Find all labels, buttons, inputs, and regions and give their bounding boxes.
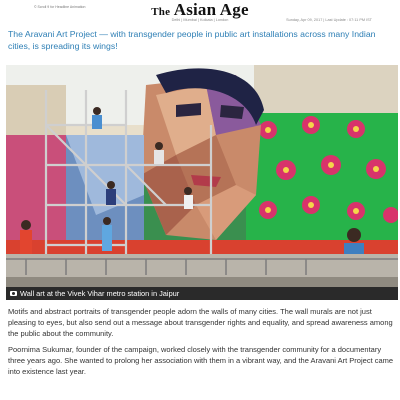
publish-date: Sunday, Apr 09, 2017 [286,18,323,22]
camera-icon [10,291,17,296]
article-lead: The Aravani Art Project — with transgender people in public art installations across many Indian cities, is spreading its wings! [8,29,376,51]
photo-caption [6,287,398,300]
masthead [0,0,400,24]
article-paragraph-1: Motifs and abstract portraits of transgender people adorn the walls of many cities. The wall murals are not just pleasing to eyes, but also send out a message about transgender rights and equality, and spread awareness among the public about the community. [8,307,393,339]
caption-text: Wall art at the Vivek Vihar metro station in Jaipur [20,289,180,298]
last-update: Last Update : 07:11 PM IST [325,18,372,22]
animation-note: © Scroll 9 for Headline Animation [34,5,86,9]
dateline-separator: | [323,18,326,22]
article-paragraph-2: Poornima Sukumar, founder of the campaign, worked closely with the transgender community for a documentary three years ago. She wanted to prolong her association with them in a vibrant way, and the Aravani Art Project came into existence last year. [8,345,394,377]
dateline [286,18,372,22]
edition-links[interactable]: Delhi | Mumbai | Kolkata | London [171,18,229,22]
brand-name: Asian Age [173,0,249,19]
brand-the: The [151,6,171,18]
article-photo [6,65,398,287]
